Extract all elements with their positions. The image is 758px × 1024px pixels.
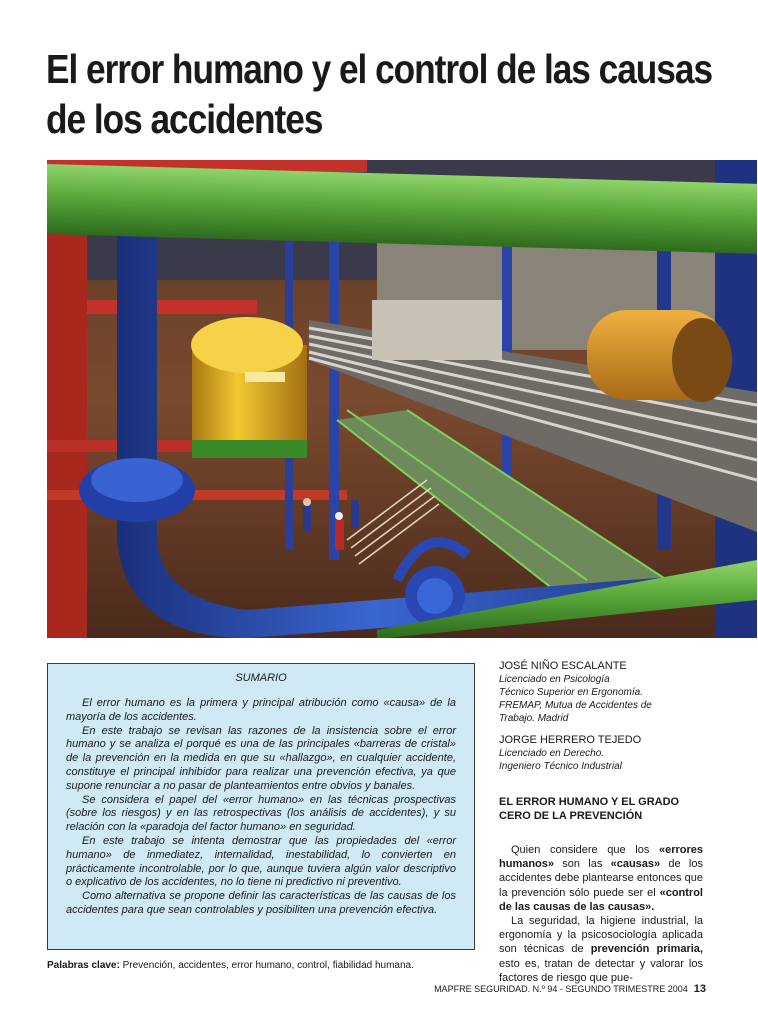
keywords-text: Prevención, accidentes, error humano, control, fiabilidad humana. <box>119 960 414 971</box>
page-number: 13 <box>693 983 706 995</box>
title-line-2: de los accidentes <box>46 96 323 142</box>
author-affiliation: Licenciado en Derecho. <box>499 748 605 759</box>
section-heading <box>499 795 703 823</box>
keywords <box>47 959 487 972</box>
author-affiliation: Licenciado en Psicología <box>499 674 610 685</box>
author-name: JORGE HERRERO TEJEDO <box>499 734 642 746</box>
title-line-1: El error humano y el control de las causas <box>46 46 713 92</box>
summary-paragraph: En este trabajo se revisan las razones de la insistencia sobre el error humano y se analiza el porqué es una de las principales «barreras de cristal» de la prevención en la medida en que su «hallazgo», en cualquier accidente, constituye el principal inhibidor para realizar una prevención efectiva, ya que supone renunciar a no pasar de planteamientos entre obvios y banales. <box>66 724 456 792</box>
summary-paragraph: En este trabajo se intenta demostrar que las propiedades del «error humano» de inmediatez, internalidad, inestabilidad, lo convierten en prácticamente incontrolable, por lo que, aunque tuviera algún valor descriptivo o explicativo de los accidentes, no lo tiene ni predictivo ni preventivo. <box>66 834 456 889</box>
author-affiliation: Ingeniero Técnico Industrial <box>499 761 622 772</box>
body-text: de los accidentes debe plantearse entonces que la prevención sólo puede ser el <box>499 858 703 899</box>
body-text: son las <box>554 858 611 871</box>
author-affiliation: Técnico Superior en Ergonomía. <box>499 687 643 698</box>
author-block <box>499 659 703 725</box>
article-title <box>46 44 725 144</box>
summary-paragraph: Como alternativa se propone definir las características de las causas de los accidentes para que sean controlables y posibiliten una prevención efectiva. <box>66 890 456 916</box>
page-footer <box>410 982 706 996</box>
body-emphasis: prevención primaria, <box>590 943 703 956</box>
author-name: JOSÉ NIÑO ESCALANTE <box>499 660 627 672</box>
body-text: La seguridad, la higiene industrial, la ergonomía y la psicosociología aplicada son técnicas de <box>499 915 703 956</box>
summary-box <box>47 663 475 950</box>
body-text: Quien considere que los <box>511 844 659 856</box>
summary-heading: SUMARIO <box>235 672 287 684</box>
summary-paragraph: El error humano es la primera y principal atribución como «causa» de la mayoría de los accidentes. <box>66 697 456 723</box>
body-emphasis: «errores humanos» <box>499 844 703 871</box>
body-emphasis: «causas» <box>610 858 661 871</box>
section-heading-line: CERO DE LA PREVENCIÓN <box>499 810 643 822</box>
right-column <box>499 659 703 985</box>
industrial-plant-photo <box>47 160 757 638</box>
keywords-label: Palabras clave: <box>47 960 120 971</box>
body-emphasis: «control de las causas de las causas». <box>499 886 703 913</box>
body-paragraph <box>499 914 703 985</box>
author-affiliation: Trabajo. Madrid <box>499 713 569 724</box>
author-affiliation: FREMAP, Mutua de Accidentes de <box>499 700 652 711</box>
body-text: esto es, tratan de detectar y valorar los factores de riesgo que pue- <box>499 957 703 984</box>
summary-paragraph: Se considera el papel del «error humano» en las técnicas prospectivas (sobre los riesgos) y en las retrospectivas (los análisis de accidentes), y su relación con la «paradoja del factor humano» en seguridad. <box>66 793 456 834</box>
body-paragraph <box>499 843 703 914</box>
article-body <box>499 843 703 985</box>
footer-text: MAPFRE SEGURIDAD. N.º 94 - SEGUNDO TRIMESTRE 2004 <box>434 984 688 994</box>
author-block <box>499 733 703 773</box>
section-heading-line: EL ERROR HUMANO Y EL GRADO <box>499 796 680 808</box>
